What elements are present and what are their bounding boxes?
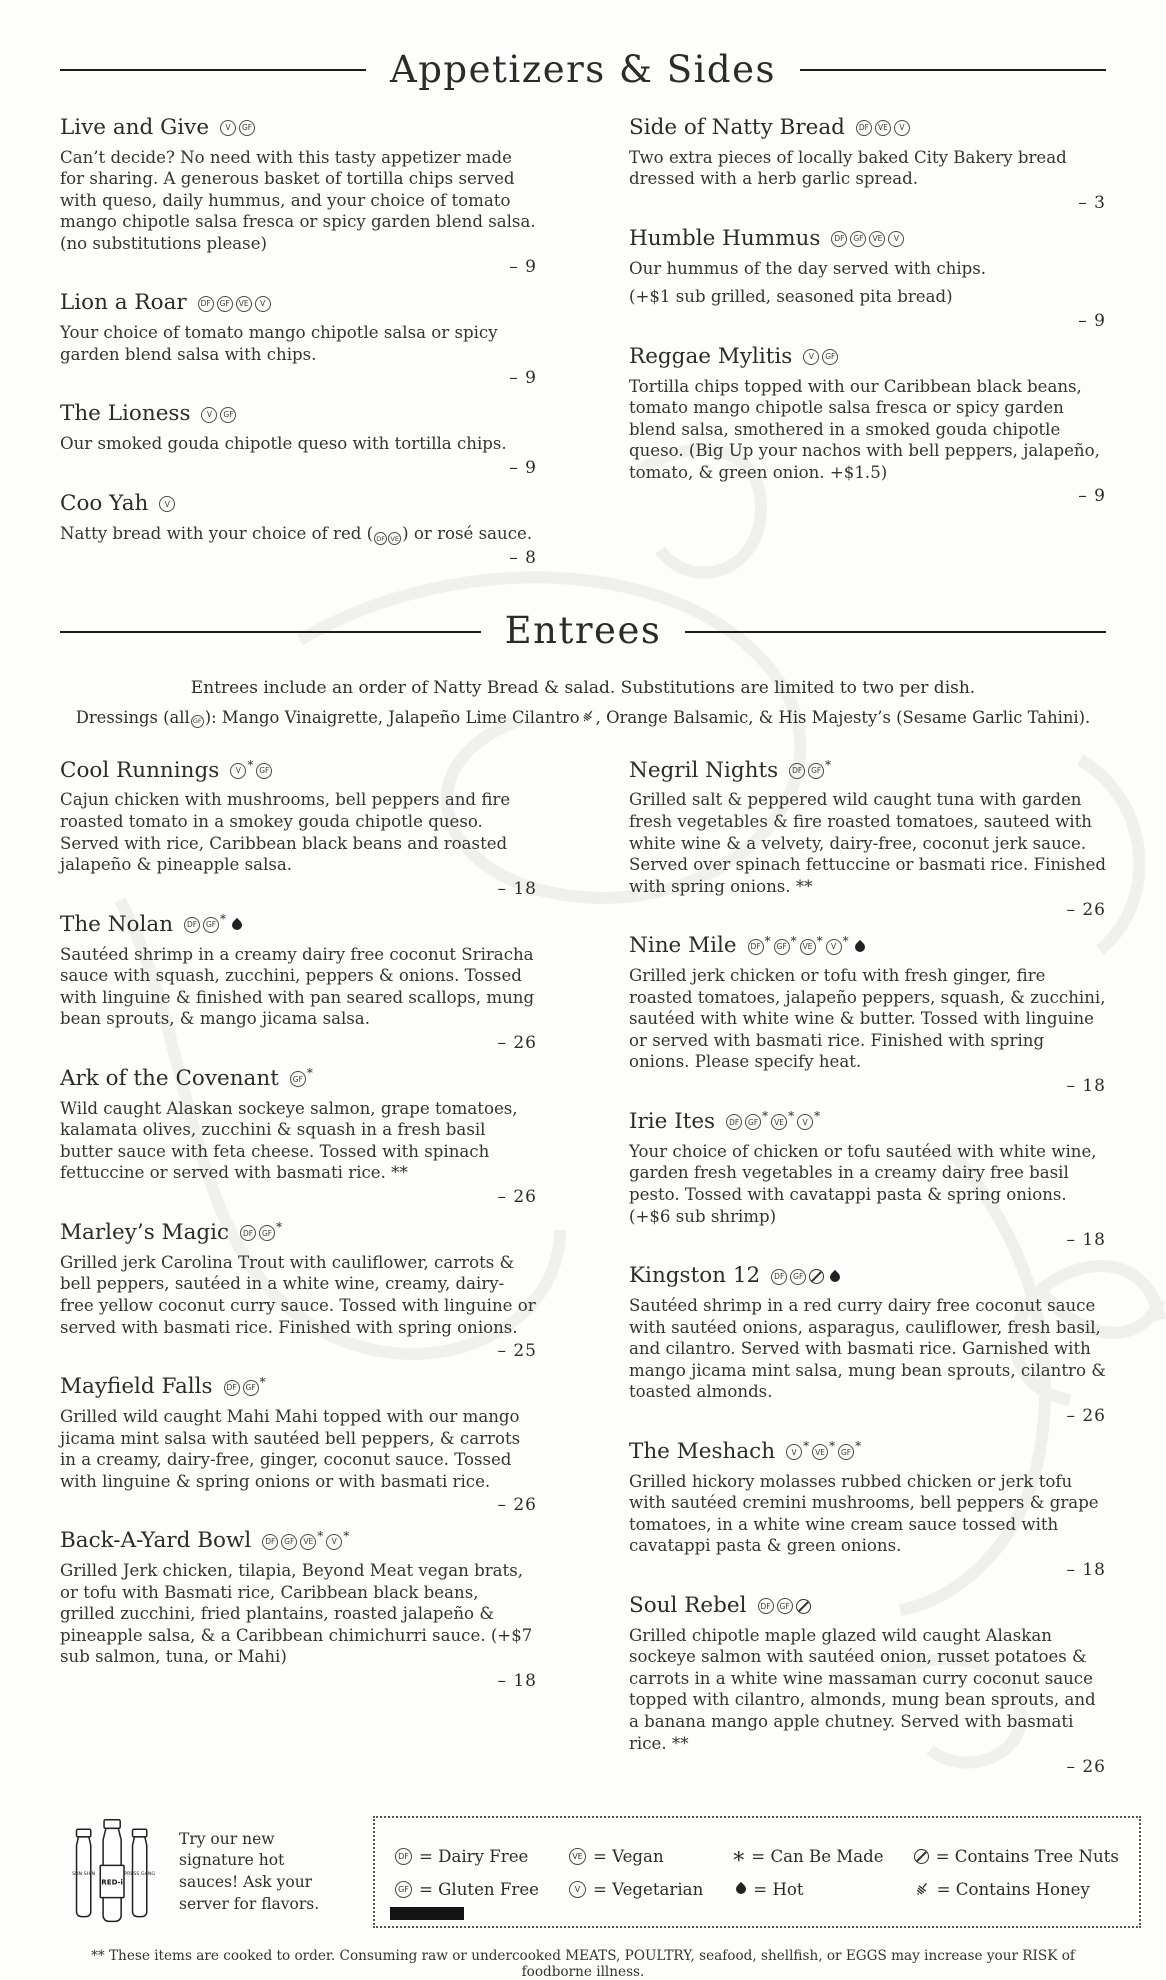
item-description: Grilled jerk Carolina Trout with cauliflower, carrots & bell peppers, sautéed in a white wine, creamy, dairy-free yellow coconut curry sauce. Tossed with linguine or served with basmati rice. Finished with spring onions. [60,1252,536,1337]
can-be-made-asterisk: * [788,1109,795,1124]
legend-hot: = Hot [733,1880,883,1899]
gluten-free-icon: GF * [838,1444,861,1460]
item-name: Nine Mile [629,933,737,959]
item-name: Soul Rebel [629,1592,747,1618]
legend-tree-nuts: = Contains Tree Nuts [914,1847,1119,1866]
legend-vegetarian: V = Vegetarian [569,1880,703,1899]
dietary-icons [230,758,272,779]
menu-item-nine-mile [629,933,1106,1096]
can-be-made-asterisk: * [764,933,771,948]
item-description: Sautéed shrimp in a creamy dairy free coconut Sriracha sauce with squash, zucchini, peppers & onions. Tossed with linguine & finished with pan seared scallops, mung bean sprouts, & mango jicama salsa. [60,944,535,1029]
item-price: – 9 [509,368,537,389]
vegan-icon: VE [869,231,885,247]
item-description: Grilled hickory molasses rubbed chicken or jerk tofu with sautéed cremini mushrooms, bell peppers & grape tomatoes, in a white wine cream sauce tossed with cavatappi pasta & green onions. [629,1471,1099,1556]
can-be-made-asterisk: * [842,933,849,948]
dairy-free-icon: DF [198,296,214,312]
item-description: Cajun chicken with mushrooms, bell peppers and fire roasted tomato in a smokey gouda chipotle queso. Served with rice, Caribbean black beans and roasted jalapeño & pineapple salsa. [60,790,511,875]
menu-item-the-lioness [60,401,537,477]
vegan-icon [569,1848,586,1865]
description-text: Natty bread with your choice of red ( [60,523,374,543]
item-name: Marley’s Magic [60,1219,230,1245]
vegan-icon: VE [875,120,891,136]
menu-item-humble-hummus [629,226,1106,331]
menu-item-ark-of-the-covenant [60,1066,537,1207]
tree-nuts-icon [809,1269,824,1284]
menu-item-back-a-yard-bowl [60,1528,537,1691]
item-description: Our smoked gouda chipotle queso with tortilla chips. [60,434,507,454]
item-description: Wild caught Alaskan sockeye salmon, grape tomatoes, kalamata olives, zucchini & squash in a fresh basil butter sauce with feta cheese. Tossed with spinach fettuccine or served with basmati rice. ** [60,1098,518,1183]
tree-nuts-icon [796,1599,811,1614]
menu-item-lion-a-roar [60,290,537,388]
gluten-free-icon: GF * [259,1225,282,1241]
page-edge-artifact [390,1907,464,1920]
vegetarian-icon: V [803,349,819,365]
item-name: The Nolan [60,911,174,937]
vegetarian-icon: V [888,231,904,247]
dietary-icons [159,496,175,512]
dietary-icons [184,912,242,933]
item-description [60,523,537,546]
honey-icon [914,1881,930,1897]
dairy-free-icon [395,1848,412,1865]
dressings-text: , Orange Balsamic, & His Majesty’s (Sesame Garlic Tahini). [595,708,1091,728]
item-price: – 3 [1078,192,1106,213]
dietary-icons [240,1220,283,1241]
gluten-free-icon: GF * [290,1071,313,1087]
dairy-free-icon: DF * [748,939,771,955]
appetizers-columns [60,115,1106,582]
menu-item-reggae-mylitis [629,344,1106,507]
can-be-made-asterisk: * [276,1220,283,1235]
item-price: – 9 [509,257,537,278]
can-be-made-asterisk: * [814,1109,821,1124]
entrees-title: Entrees [504,609,662,653]
vegetarian-icon: V * [786,1444,809,1460]
item-name: Live and Give [60,114,210,140]
legend-can-be-made: * = Can Be Made [733,1847,884,1874]
item-description: Grilled Jerk chicken, tilapia, Beyond Meat vegan brats, or tofu with Basmati rice, Caribbean black beans, grilled zucchini, fried plantains, roasted jalapeño & pineapple salsa, & a Caribbean chimichurri sauce. (+$7 sub salmon, tuna, or Mahi) [60,1561,533,1667]
gluten-free-icon: GF * [774,939,797,955]
gluten-free-icon: GF [395,1881,412,1898]
bottle-label-left: SUN SHIN [72,1872,96,1878]
dietary-icons [224,1374,266,1396]
legend-vegan: VE = Vegan [569,1847,703,1866]
item-description: Grilled jerk chicken or tofu with fresh ginger, fire roasted tomatoes, jalapeño peppers, squash, & zucchini, sautéed with white wine & butter. Tossed with linguine or served with basmati rice. Finished with spring onions. Please specify heat. [629,966,1106,1072]
dairy-free-icon: DF [771,1269,787,1285]
dairy-free-icon: DF [831,231,847,247]
legend-dairy-free: DF = Dairy Free [395,1847,539,1866]
dairy-free-icon: DF [726,1114,742,1130]
item-name: The Lioness [60,401,191,427]
vegan-icon: VE * [300,1534,323,1550]
item-price: – 18 [1066,1559,1106,1580]
dairy-free-icon: DF [856,120,872,136]
can-be-made-asterisk: * [855,1439,862,1454]
item-name: Mayfield Falls [60,1374,213,1400]
menu-item-side-of-natty-bread [629,115,1106,213]
gluten-free-icon: GF [850,231,866,247]
hot-flame-icon [230,918,244,932]
gluten-free-icon: GF [217,296,233,312]
item-price: – 18 [1066,1230,1106,1251]
vegetarian-icon: V [569,1881,586,1898]
menu-item-the-meshach [629,1439,1106,1580]
dietary-icons [201,407,236,423]
gluten-free-icon: GF [281,1534,297,1550]
menu-item-cool-runnings [60,758,537,899]
item-sub-note: (+$1 sub grilled, seasoned pita bread) [629,287,953,307]
entrees-left-column [60,758,537,1791]
item-description: Your choice of chicken or tofu sautéed with white wine, garden fresh vegetables in a creamy dairy free basil pesto. Tossed with cavatappi pasta & spring onions. (+$6 sub shrimp) [629,1141,1097,1226]
item-name: Side of Natty Bread [629,114,845,140]
hot-sauce-promo [60,1816,357,1928]
item-price: – 26 [1066,1757,1106,1778]
item-price: – 26 [497,1032,537,1053]
hot-flame-icon [733,1884,746,1894]
dairy-free-icon: DF [240,1225,256,1241]
appetizers-right-column [629,115,1106,582]
item-name: Cool Runnings [60,757,220,783]
dietary-icons [803,349,838,365]
footer-legend-area [60,1816,1119,1928]
dietary-icons [856,120,910,136]
item-description: Sautéed shrimp in a red curry dairy free coconut sauce with sautéed onions, asparagus, cauliflower, fresh basil, and cilantro. Served with basmati rice. Garnished with mango jicama mint salsa, mung bean sprouts, cilantro & toasted almonds. [629,1295,1106,1402]
item-price: – 9 [509,457,537,478]
item-price: – 18 [1066,1075,1106,1096]
gluten-free-icon: GF [256,763,272,779]
dietary-icons [220,120,255,136]
hot-flame-icon [853,940,867,954]
header-rule-left [60,631,481,633]
item-price: – 25 [497,1341,537,1362]
menu-item-kingston-12 [629,1263,1106,1426]
item-description: Your choice of tomato mango chipotle salsa or spicy garden blend salsa with chips. [60,323,498,364]
entrees-note: Entrees include an order of Natty Bread & salad. Substitutions are limited to two per dish. [190,678,976,699]
can-be-made-asterisk: * [816,933,823,948]
gluten-free-icon: GF * [243,1380,266,1396]
vegetarian-icon: V * [797,1114,820,1130]
item-name: Back-A-Yard Bowl [60,1528,252,1554]
bottle-label-right: PRESS GANG [124,1872,156,1878]
item-price: – 18 [497,878,537,899]
footer-disclaimer: ** These items are cooked to order. Consuming raw or undercooked MEATS, POULTRY, seafood, shellfish, or EGGS may increase your RISK of foodborne illness. [91,1948,1075,1980]
appetizers-title: Appetizers & Sides [390,48,776,91]
dietary-icons [789,758,832,779]
item-description: Two extra pieces of locally baked City Bakery bread dressed with a herb garlic spread. [629,147,1067,189]
gluten-free-icon-inline [191,715,204,728]
vegan-icon: VE [388,532,401,545]
item-description: Can’t decide? No need with this tasty appetizer made for sharing. A generous basket of tortilla chips served with queso, daily hummus, and your choice of tomato mango chipotle salsa fresca or spicy garden blend salsa. (no substitutions please) [60,147,536,253]
dairy-free-icon: DF [184,917,200,933]
gluten-free-icon: GF * [745,1114,768,1130]
entrees-columns [60,758,1106,1791]
can-be-made-asterisk: * [825,758,832,773]
hot-sauce-note: Try our new signature hot sauces! Ask your server for flavors. [179,1829,320,1913]
description-text: ) or rosé sauce. [402,523,533,543]
item-description: Tortilla chips topped with our Caribbean black beans, tomato mango chipotle salsa fresca or spicy garden blend salsa, smothered in a smoked gouda chipotle queso. (Big Up your nachos with bell peppers, jalapeño, tomato, & green onion. +$1.5) [629,376,1100,482]
gluten-free-icon: GF [777,1598,793,1614]
dairy-free-icon: DF [395,1848,412,1865]
menu-item-mayfield-falls [60,1374,537,1515]
can-be-made-asterisk: * [733,1848,745,1874]
item-description: Our hummus of the day served with chips. [629,258,987,278]
can-be-made-asterisk: * [803,1439,810,1454]
gluten-free-icon: GF * [808,763,831,779]
vegetarian-icon: V * [326,1534,349,1550]
dairy-free-icon: DF [789,763,805,779]
dairy-free-icon: DF [758,1598,774,1614]
can-be-made-asterisk: * [829,1439,836,1454]
item-price: – 9 [1078,486,1106,507]
hot-flame-icon [734,1882,748,1896]
dressings-note [60,708,1106,728]
dietary-icons [771,1269,840,1285]
vegetarian-icon: V * [826,939,849,955]
vegan-icon: VE * [800,939,823,955]
dietary-icons [726,1109,821,1130]
dressings-text: ): Mango Vinaigrette, Jalapeño Lime Cilantro [204,708,580,728]
can-be-made-asterisk: * [790,933,797,948]
can-be-made-asterisk: * [259,1374,266,1389]
honey-icon-inline [581,709,595,723]
legend-honey: = Contains Honey [914,1880,1119,1899]
inline-dietary-icons [374,532,401,545]
can-be-made-asterisk: * [343,1528,350,1543]
menu-item-irie-ites [629,1109,1106,1250]
dietary-icons [290,1066,313,1087]
item-price: – 18 [497,1670,537,1691]
dietary-icons [262,1528,350,1550]
dairy-free-icon: DF [224,1380,240,1396]
can-be-made-asterisk: * [220,912,227,927]
menu-item-live-and-give [60,115,537,278]
item-description: Grilled chipotle maple glazed wild caught Alaskan sockeye salmon with sautéed onion, russet potatoes & carrots in a white wine massaman curry coconut sauce topped with cilantro, almonds, mung bean sprouts, and a banana mango apple chutney. Served with basmati rice. ** [629,1625,1096,1753]
dietary-legend-box [373,1816,1141,1928]
vegan-icon: VE [236,296,252,312]
dietary-icons [786,1439,862,1460]
bottle-label-middle: RED-i [101,1877,124,1887]
can-be-made-asterisk: * [306,1066,313,1081]
vegetarian-icon: V [159,496,175,512]
item-price: – 26 [497,1186,537,1207]
gluten-free-icon: GF [239,120,255,136]
menu-item-marleys-magic [60,1220,537,1361]
vegetarian-icon [569,1881,586,1898]
item-price: – 26 [1066,1405,1106,1426]
vegetarian-icon: V [201,407,217,423]
gluten-free-icon: GF [191,715,204,728]
vegan-icon: VE [569,1848,586,1865]
item-description: Grilled salt & peppered wild caught tuna with garden fresh vegetables & fire roasted tomatoes, sauteed with white wine & a velvety, dairy-free, coconut jerk sauce. Served over spinach fettuccine or basmati rice. Finished with spring onions. ** [629,790,1107,896]
dairy-free-icon: DF [374,532,387,545]
vegetarian-icon: V [255,296,271,312]
honey-icon [914,1881,930,1897]
appetizers-section-header [60,50,1106,91]
header-rule-left [60,69,366,71]
menu-item-negril-nights [629,758,1106,921]
item-name: Lion a Roar [60,290,187,316]
item-name: Humble Hummus [629,225,821,251]
dietary-icons [198,296,271,312]
legend-gluten-free: GF = Gluten Free [395,1880,539,1899]
honey-icon [581,709,595,723]
gluten-free-icon [395,1881,412,1898]
header-rule-right [800,69,1106,71]
item-name: Irie Ites [629,1108,716,1134]
dietary-icons [831,231,904,247]
dressings-text: Dressings (all [75,708,190,728]
item-price: – 26 [1066,900,1106,921]
item-name: The Meshach [629,1438,776,1464]
menu-item-coo-yah [60,491,537,569]
item-name: Negril Nights [629,757,779,783]
item-price: – 8 [509,548,537,569]
dietary-icons [758,1598,811,1614]
vegan-icon: VE * [812,1444,835,1460]
vegetarian-icon: V [894,120,910,136]
header-rule-right [685,631,1106,633]
gluten-free-icon: GF [790,1269,806,1285]
vegan-icon: VE * [771,1114,794,1130]
entrees-section-header [60,611,1106,652]
menu-item-the-nolan [60,912,537,1053]
hot-flame-icon [828,1269,842,1283]
item-description: Grilled wild caught Mahi Mahi topped with our mango jicama mint salsa with sautéed bell peppers, & carrots in a creamy, dairy-free, ginger, coconut sauce. Tossed with linguine & spring onions or with basmati rice. [60,1406,521,1491]
vegetarian-icon: V * [230,763,253,779]
item-name: Coo Yah [60,490,149,516]
can-be-made-asterisk: * [317,1528,324,1543]
gluten-free-icon: GF * [203,917,226,933]
menu-item-soul-rebel [629,1593,1106,1777]
item-name: Kingston 12 [629,1263,761,1289]
item-price: – 9 [1078,310,1106,331]
item-price: – 26 [497,1495,537,1516]
vegetarian-icon: V [220,120,236,136]
dietary-icons [748,933,865,955]
appetizers-left-column [60,115,537,582]
can-be-made-asterisk: * [762,1109,769,1124]
tree-nuts-icon [914,1849,929,1864]
gluten-free-icon: GF [220,407,236,423]
item-name: Reggae Mylitis [629,343,793,369]
can-be-made-asterisk [733,1846,745,1874]
item-name: Ark of the Covenant [60,1065,279,1091]
tree-nuts-icon [914,1849,929,1864]
entrees-right-column [629,758,1106,1791]
gluten-free-icon: GF [822,349,838,365]
can-be-made-asterisk: * [247,758,254,773]
dairy-free-icon: DF [262,1534,278,1550]
hot-sauce-bottles-illustration [62,1816,167,1928]
